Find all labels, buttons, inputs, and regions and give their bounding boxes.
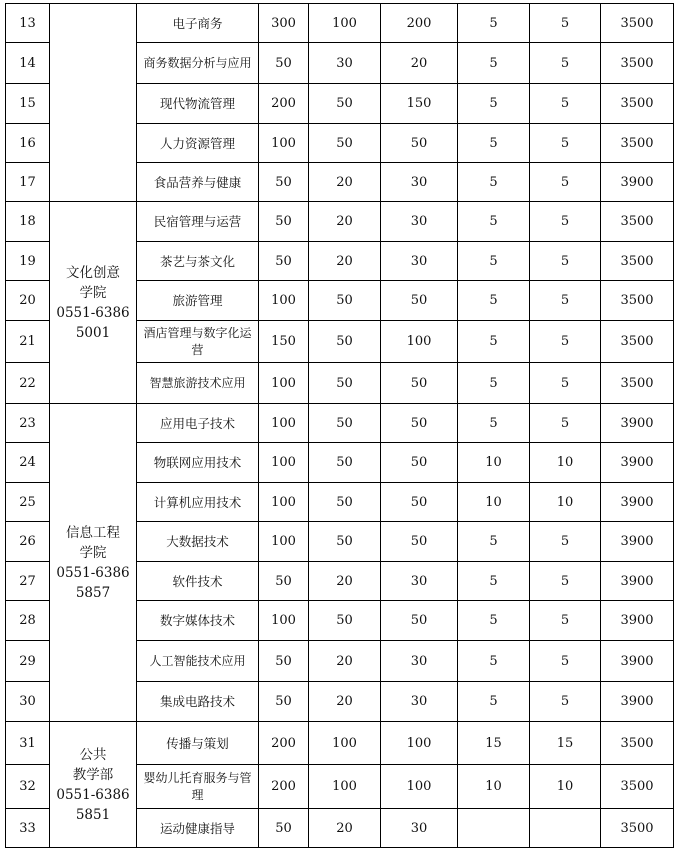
value-plan: 100 bbox=[259, 522, 309, 562]
major-name: 集成电路技术 bbox=[137, 682, 259, 722]
major-name: 传播与策划 bbox=[137, 722, 259, 765]
value-plan: 50 bbox=[259, 641, 309, 682]
major-name: 大数据技术 bbox=[137, 522, 259, 562]
value-a: 100 bbox=[309, 4, 381, 43]
major-name: 人力资源管理 bbox=[137, 124, 259, 163]
row-number: 17 bbox=[6, 163, 50, 202]
college-line: 学院 bbox=[79, 544, 107, 561]
value-a: 50 bbox=[309, 601, 381, 641]
value-c: 5 bbox=[458, 682, 530, 722]
value-fee: 3500 bbox=[601, 4, 674, 43]
row-number: 24 bbox=[6, 443, 50, 483]
value-c: 5 bbox=[458, 84, 530, 124]
value-b: 100 bbox=[381, 321, 458, 363]
college-line: 5851 bbox=[75, 806, 111, 823]
value-c: 10 bbox=[458, 483, 530, 522]
value-fee: 3500 bbox=[601, 242, 674, 281]
college-cell bbox=[50, 4, 137, 202]
row-number: 20 bbox=[6, 281, 50, 321]
value-plan: 300 bbox=[259, 4, 309, 43]
major-name: 食品营养与健康 bbox=[137, 163, 259, 202]
major-name: 茶艺与茶文化 bbox=[137, 242, 259, 281]
value-a: 100 bbox=[309, 765, 381, 809]
value-b: 30 bbox=[381, 242, 458, 281]
value-a: 50 bbox=[309, 443, 381, 483]
college-cell bbox=[50, 202, 137, 404]
college-line: 5857 bbox=[75, 584, 111, 601]
value-b: 50 bbox=[381, 404, 458, 443]
value-plan: 200 bbox=[259, 84, 309, 124]
row-number: 13 bbox=[6, 4, 50, 43]
value-c: 5 bbox=[458, 4, 530, 43]
value-plan: 100 bbox=[259, 483, 309, 522]
row-number: 16 bbox=[6, 124, 50, 163]
value-a: 100 bbox=[309, 722, 381, 765]
value-d: 10 bbox=[530, 765, 601, 809]
value-b: 150 bbox=[381, 84, 458, 124]
value-b: 30 bbox=[381, 202, 458, 242]
value-d: 5 bbox=[530, 404, 601, 443]
value-a: 50 bbox=[309, 483, 381, 522]
value-a: 20 bbox=[309, 682, 381, 722]
value-b: 50 bbox=[381, 601, 458, 641]
value-plan: 50 bbox=[259, 242, 309, 281]
row-number: 29 bbox=[6, 641, 50, 682]
value-b: 30 bbox=[381, 641, 458, 682]
value-d: 5 bbox=[530, 363, 601, 404]
value-fee: 3500 bbox=[601, 363, 674, 404]
value-plan: 50 bbox=[259, 163, 309, 202]
value-fee: 3900 bbox=[601, 404, 674, 443]
value-plan: 100 bbox=[259, 443, 309, 483]
college-cell bbox=[50, 404, 137, 722]
major-name: 应用电子技术 bbox=[137, 404, 259, 443]
value-d: 5 bbox=[530, 242, 601, 281]
row-number: 32 bbox=[6, 765, 50, 809]
value-b: 100 bbox=[381, 765, 458, 809]
major-name: 运动健康指导 bbox=[137, 809, 259, 848]
value-b: 50 bbox=[381, 281, 458, 321]
value-b: 30 bbox=[381, 562, 458, 601]
college-line: 5001 bbox=[75, 324, 111, 341]
value-b: 30 bbox=[381, 809, 458, 848]
value-plan: 50 bbox=[259, 43, 309, 84]
value-c: 5 bbox=[458, 124, 530, 163]
value-d: 5 bbox=[530, 281, 601, 321]
college-line: 学院 bbox=[79, 284, 107, 301]
value-c: 15 bbox=[458, 722, 530, 765]
value-c: 5 bbox=[458, 641, 530, 682]
enrollment-plan-table bbox=[5, 3, 674, 848]
value-fee: 3500 bbox=[601, 722, 674, 765]
value-fee: 3500 bbox=[601, 43, 674, 84]
table-row bbox=[6, 722, 674, 765]
value-plan: 150 bbox=[259, 321, 309, 363]
value-d: 5 bbox=[530, 202, 601, 242]
value-fee: 3500 bbox=[601, 202, 674, 242]
value-c: 5 bbox=[458, 601, 530, 641]
college-line: 公共 bbox=[79, 746, 107, 763]
major-name: 商务数据分析与应用 bbox=[137, 43, 259, 84]
value-d: 5 bbox=[530, 601, 601, 641]
row-number: 25 bbox=[6, 483, 50, 522]
value-plan: 100 bbox=[259, 281, 309, 321]
row-number: 28 bbox=[6, 601, 50, 641]
major-name: 计算机应用技术 bbox=[137, 483, 259, 522]
value-c: 5 bbox=[458, 363, 530, 404]
value-d: 5 bbox=[530, 84, 601, 124]
table-row bbox=[6, 404, 674, 443]
value-d: 5 bbox=[530, 124, 601, 163]
value-plan: 50 bbox=[259, 809, 309, 848]
table-row bbox=[6, 202, 674, 242]
value-c: 10 bbox=[458, 765, 530, 809]
value-b: 20 bbox=[381, 43, 458, 84]
value-plan: 100 bbox=[259, 404, 309, 443]
major-name: 物联网应用技术 bbox=[137, 443, 259, 483]
value-b: 200 bbox=[381, 4, 458, 43]
value-plan: 50 bbox=[259, 202, 309, 242]
value-d: 5 bbox=[530, 4, 601, 43]
value-a: 20 bbox=[309, 562, 381, 601]
row-number: 21 bbox=[6, 321, 50, 363]
value-fee: 3900 bbox=[601, 641, 674, 682]
college-cell bbox=[50, 722, 137, 848]
college-line: 教学部 bbox=[72, 766, 114, 783]
value-fee: 3500 bbox=[601, 765, 674, 809]
value-d: 5 bbox=[530, 321, 601, 363]
value-plan: 200 bbox=[259, 765, 309, 809]
value-a: 50 bbox=[309, 124, 381, 163]
value-plan: 50 bbox=[259, 562, 309, 601]
value-a: 20 bbox=[309, 163, 381, 202]
row-number: 15 bbox=[6, 84, 50, 124]
value-fee: 3500 bbox=[601, 321, 674, 363]
value-fee: 3500 bbox=[601, 281, 674, 321]
college-line: 0551-6386 bbox=[56, 786, 130, 803]
value-b: 100 bbox=[381, 722, 458, 765]
value-c: 5 bbox=[458, 163, 530, 202]
value-a: 50 bbox=[309, 363, 381, 404]
value-plan: 100 bbox=[259, 124, 309, 163]
row-number: 31 bbox=[6, 722, 50, 765]
major-name: 软件技术 bbox=[137, 562, 259, 601]
value-b: 50 bbox=[381, 124, 458, 163]
major-name: 酒店管理与数字化运营 bbox=[137, 321, 259, 363]
value-d: 5 bbox=[530, 163, 601, 202]
row-number: 27 bbox=[6, 562, 50, 601]
value-d: 5 bbox=[530, 562, 601, 601]
college-line: 0551-6386 bbox=[56, 564, 130, 581]
college-line: 文化创意 bbox=[66, 264, 120, 281]
college-line: 0551-6386 bbox=[56, 304, 130, 321]
value-fee: 3900 bbox=[601, 443, 674, 483]
value-plan: 100 bbox=[259, 363, 309, 404]
value-d: 5 bbox=[530, 641, 601, 682]
value-d bbox=[530, 809, 601, 848]
row-number: 23 bbox=[6, 404, 50, 443]
value-b: 30 bbox=[381, 163, 458, 202]
row-number: 18 bbox=[6, 202, 50, 242]
value-c: 5 bbox=[458, 281, 530, 321]
value-fee: 3500 bbox=[601, 84, 674, 124]
value-fee: 3900 bbox=[601, 601, 674, 641]
value-plan: 50 bbox=[259, 682, 309, 722]
value-a: 50 bbox=[309, 281, 381, 321]
value-a: 50 bbox=[309, 321, 381, 363]
value-d: 5 bbox=[530, 522, 601, 562]
value-plan: 200 bbox=[259, 722, 309, 765]
value-b: 50 bbox=[381, 483, 458, 522]
value-a: 20 bbox=[309, 809, 381, 848]
row-number: 19 bbox=[6, 242, 50, 281]
value-fee: 3500 bbox=[601, 124, 674, 163]
row-number: 22 bbox=[6, 363, 50, 404]
major-name: 数字媒体技术 bbox=[137, 601, 259, 641]
value-c: 5 bbox=[458, 242, 530, 281]
value-fee: 3900 bbox=[601, 163, 674, 202]
value-b: 50 bbox=[381, 443, 458, 483]
major-name: 人工智能技术应用 bbox=[137, 641, 259, 682]
value-c: 5 bbox=[458, 522, 530, 562]
value-a: 20 bbox=[309, 641, 381, 682]
value-d: 10 bbox=[530, 483, 601, 522]
value-a: 20 bbox=[309, 242, 381, 281]
value-a: 50 bbox=[309, 404, 381, 443]
value-plan: 100 bbox=[259, 601, 309, 641]
value-fee: 3900 bbox=[601, 522, 674, 562]
row-number: 30 bbox=[6, 682, 50, 722]
college-line: 信息工程 bbox=[66, 524, 120, 541]
value-c: 5 bbox=[458, 562, 530, 601]
value-d: 15 bbox=[530, 722, 601, 765]
major-name: 旅游管理 bbox=[137, 281, 259, 321]
value-c: 5 bbox=[458, 321, 530, 363]
major-name: 民宿管理与运营 bbox=[137, 202, 259, 242]
value-fee: 3900 bbox=[601, 483, 674, 522]
major-name: 现代物流管理 bbox=[137, 84, 259, 124]
value-a: 30 bbox=[309, 43, 381, 84]
value-c: 5 bbox=[458, 43, 530, 84]
value-b: 50 bbox=[381, 522, 458, 562]
value-d: 5 bbox=[530, 682, 601, 722]
value-b: 30 bbox=[381, 682, 458, 722]
value-c: 5 bbox=[458, 202, 530, 242]
value-d: 10 bbox=[530, 443, 601, 483]
value-fee: 3900 bbox=[601, 562, 674, 601]
value-c: 5 bbox=[458, 404, 530, 443]
value-fee: 3500 bbox=[601, 809, 674, 848]
value-a: 20 bbox=[309, 202, 381, 242]
row-number: 26 bbox=[6, 522, 50, 562]
value-b: 50 bbox=[381, 363, 458, 404]
value-a: 50 bbox=[309, 522, 381, 562]
major-name: 电子商务 bbox=[137, 4, 259, 43]
major-name: 智慧旅游技术应用 bbox=[137, 363, 259, 404]
value-fee: 3900 bbox=[601, 682, 674, 722]
row-number: 33 bbox=[6, 809, 50, 848]
value-d: 5 bbox=[530, 43, 601, 84]
value-a: 50 bbox=[309, 84, 381, 124]
major-name: 婴幼儿托育服务与管理 bbox=[137, 765, 259, 809]
row-number: 14 bbox=[6, 43, 50, 84]
value-c bbox=[458, 809, 530, 848]
value-c: 10 bbox=[458, 443, 530, 483]
table-row bbox=[6, 4, 674, 43]
